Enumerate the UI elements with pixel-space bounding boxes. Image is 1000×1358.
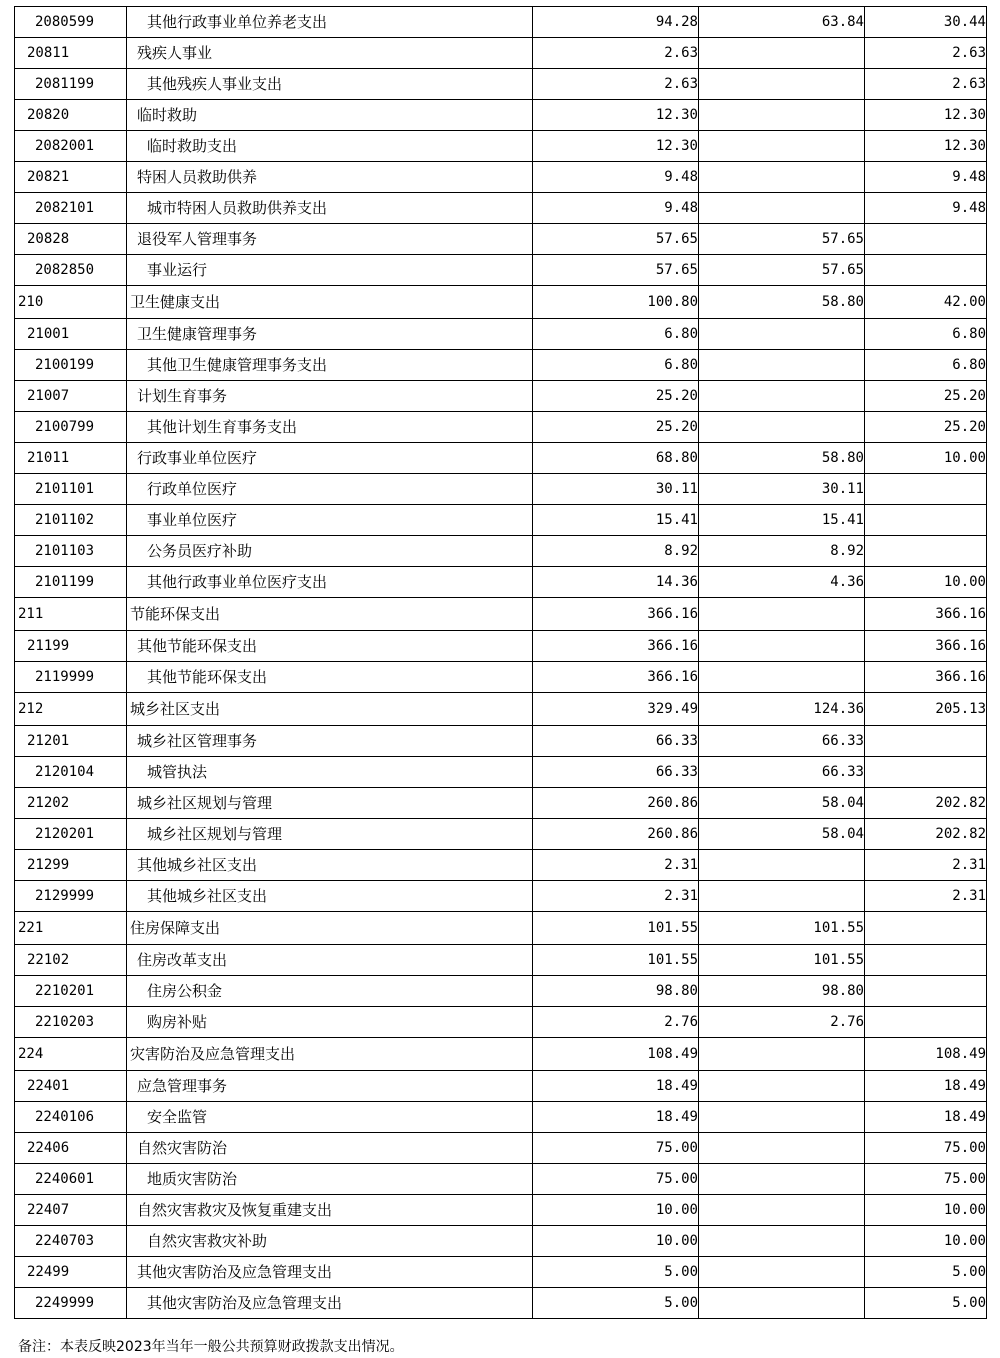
table-row (15, 162, 987, 193)
cell-name: 其他灾害防治及应急管理支出 (127, 1288, 533, 1319)
cell-name: 自然灾害防治 (127, 1133, 533, 1164)
cell-code: 21201 (15, 726, 127, 757)
cell-basic (699, 598, 865, 631)
cell-code: 20821 (15, 162, 127, 193)
budget-expenditure-table (14, 6, 987, 1319)
cell-project (865, 976, 987, 1007)
table-row (15, 726, 987, 757)
cell-project: 9.48 (865, 193, 987, 224)
cell-basic: 58.80 (699, 443, 865, 474)
table-row (15, 350, 987, 381)
table-row (15, 1071, 987, 1102)
cell-project (865, 536, 987, 567)
cell-basic: 2.76 (699, 1007, 865, 1038)
cell-code: 2240106 (15, 1102, 127, 1133)
table-row (15, 255, 987, 286)
table-row (15, 224, 987, 255)
cell-project (865, 912, 987, 945)
table-row (15, 69, 987, 100)
table-row (15, 381, 987, 412)
cell-code: 21011 (15, 443, 127, 474)
cell-total: 18.49 (533, 1102, 699, 1133)
cell-code: 22407 (15, 1195, 127, 1226)
cell-name: 灾害防治及应急管理支出 (127, 1038, 533, 1071)
cell-total: 2.31 (533, 850, 699, 881)
cell-project (865, 945, 987, 976)
cell-name: 退役军人管理事务 (127, 224, 533, 255)
cell-basic (699, 350, 865, 381)
cell-total: 9.48 (533, 162, 699, 193)
cell-total: 75.00 (533, 1133, 699, 1164)
cell-project: 10.00 (865, 1226, 987, 1257)
cell-basic (699, 1226, 865, 1257)
cell-total: 25.20 (533, 412, 699, 443)
cell-code: 211 (15, 598, 127, 631)
cell-basic: 8.92 (699, 536, 865, 567)
cell-basic: 57.65 (699, 255, 865, 286)
cell-code: 21001 (15, 319, 127, 350)
cell-basic (699, 631, 865, 662)
cell-code: 2101199 (15, 567, 127, 598)
cell-total: 98.80 (533, 976, 699, 1007)
cell-code: 2100199 (15, 350, 127, 381)
cell-project: 2.63 (865, 38, 987, 69)
cell-basic: 58.04 (699, 788, 865, 819)
cell-name: 其他节能环保支出 (127, 631, 533, 662)
footnote: 备注：本表反映2023年当年一般公共预算财政拨款支出情况。 (18, 1339, 404, 1355)
table-row (15, 631, 987, 662)
cell-name: 节能环保支出 (127, 598, 533, 631)
table-row (15, 7, 987, 38)
cell-name: 卫生健康支出 (127, 286, 533, 319)
cell-code: 2101103 (15, 536, 127, 567)
cell-project: 10.00 (865, 1195, 987, 1226)
cell-total: 94.28 (533, 7, 699, 38)
cell-basic (699, 38, 865, 69)
table-row (15, 598, 987, 631)
cell-code: 21199 (15, 631, 127, 662)
cell-total: 2.63 (533, 38, 699, 69)
table-row (15, 505, 987, 536)
cell-name: 购房补贴 (127, 1007, 533, 1038)
cell-name: 事业运行 (127, 255, 533, 286)
cell-code: 2081199 (15, 69, 127, 100)
table-row (15, 1226, 987, 1257)
cell-name: 其他节能环保支出 (127, 662, 533, 693)
cell-code: 2240601 (15, 1164, 127, 1195)
table-row (15, 850, 987, 881)
table-row (15, 819, 987, 850)
cell-project: 366.16 (865, 598, 987, 631)
table-row (15, 912, 987, 945)
cell-basic: 57.65 (699, 224, 865, 255)
cell-name: 行政单位医疗 (127, 474, 533, 505)
cell-name: 住房保障支出 (127, 912, 533, 945)
table-row (15, 1195, 987, 1226)
table-row (15, 662, 987, 693)
cell-total: 366.16 (533, 598, 699, 631)
cell-project: 75.00 (865, 1133, 987, 1164)
cell-project: 5.00 (865, 1288, 987, 1319)
cell-basic: 4.36 (699, 567, 865, 598)
cell-name: 临时救助支出 (127, 131, 533, 162)
table-row (15, 567, 987, 598)
cell-project: 25.20 (865, 381, 987, 412)
cell-basic (699, 1257, 865, 1288)
cell-code: 210 (15, 286, 127, 319)
cell-project: 5.00 (865, 1257, 987, 1288)
cell-basic (699, 100, 865, 131)
cell-total: 68.80 (533, 443, 699, 474)
cell-code: 20828 (15, 224, 127, 255)
table-row (15, 788, 987, 819)
cell-code: 2080599 (15, 7, 127, 38)
cell-name: 应急管理事务 (127, 1071, 533, 1102)
cell-name: 特困人员救助供养 (127, 162, 533, 193)
cell-code: 22401 (15, 1071, 127, 1102)
table-row (15, 1007, 987, 1038)
cell-total: 14.36 (533, 567, 699, 598)
table-row (15, 536, 987, 567)
cell-project: 202.82 (865, 788, 987, 819)
cell-total: 57.65 (533, 255, 699, 286)
cell-name: 事业单位医疗 (127, 505, 533, 536)
cell-total: 101.55 (533, 912, 699, 945)
cell-project: 202.82 (865, 819, 987, 850)
cell-basic (699, 1071, 865, 1102)
cell-project: 10.00 (865, 443, 987, 474)
cell-total: 12.30 (533, 100, 699, 131)
cell-name: 城市特困人员救助供养支出 (127, 193, 533, 224)
cell-basic: 98.80 (699, 976, 865, 1007)
cell-project: 366.16 (865, 631, 987, 662)
cell-basic (699, 412, 865, 443)
cell-basic: 30.11 (699, 474, 865, 505)
cell-project (865, 505, 987, 536)
cell-basic: 124.36 (699, 693, 865, 726)
cell-name: 安全监管 (127, 1102, 533, 1133)
cell-code: 22499 (15, 1257, 127, 1288)
cell-total: 10.00 (533, 1226, 699, 1257)
cell-basic (699, 1195, 865, 1226)
cell-code: 2240703 (15, 1226, 127, 1257)
cell-basic (699, 381, 865, 412)
cell-name: 城乡社区规划与管理 (127, 788, 533, 819)
cell-project (865, 474, 987, 505)
table-row (15, 131, 987, 162)
table-row (15, 881, 987, 912)
cell-total: 5.00 (533, 1257, 699, 1288)
cell-total: 260.86 (533, 788, 699, 819)
cell-name: 住房公积金 (127, 976, 533, 1007)
cell-total: 66.33 (533, 757, 699, 788)
cell-name: 临时救助 (127, 100, 533, 131)
cell-total: 101.55 (533, 945, 699, 976)
cell-project (865, 757, 987, 788)
cell-code: 2082101 (15, 193, 127, 224)
cell-basic (699, 69, 865, 100)
cell-total: 9.48 (533, 193, 699, 224)
cell-project: 205.13 (865, 693, 987, 726)
table-row (15, 319, 987, 350)
cell-code: 2210201 (15, 976, 127, 1007)
cell-basic (699, 1164, 865, 1195)
table-row (15, 1257, 987, 1288)
cell-name: 城乡社区支出 (127, 693, 533, 726)
cell-code: 2119999 (15, 662, 127, 693)
cell-basic: 101.55 (699, 945, 865, 976)
table-row (15, 443, 987, 474)
cell-code: 2101101 (15, 474, 127, 505)
cell-total: 2.31 (533, 881, 699, 912)
cell-name: 其他卫生健康管理事务支出 (127, 350, 533, 381)
cell-code: 2249999 (15, 1288, 127, 1319)
cell-total: 2.63 (533, 69, 699, 100)
cell-name: 计划生育事务 (127, 381, 533, 412)
cell-basic (699, 1133, 865, 1164)
cell-project: 12.30 (865, 131, 987, 162)
table-row (15, 474, 987, 505)
cell-code: 224 (15, 1038, 127, 1071)
cell-project: 18.49 (865, 1071, 987, 1102)
cell-total: 15.41 (533, 505, 699, 536)
table-row (15, 1288, 987, 1319)
cell-name: 其他城乡社区支出 (127, 850, 533, 881)
cell-code: 2120201 (15, 819, 127, 850)
table-row (15, 1038, 987, 1071)
cell-code: 2210203 (15, 1007, 127, 1038)
cell-code: 20820 (15, 100, 127, 131)
cell-project: 108.49 (865, 1038, 987, 1071)
cell-project: 2.31 (865, 850, 987, 881)
cell-basic (699, 662, 865, 693)
cell-basic (699, 319, 865, 350)
table-row (15, 945, 987, 976)
cell-project (865, 224, 987, 255)
cell-basic: 101.55 (699, 912, 865, 945)
cell-basic: 63.84 (699, 7, 865, 38)
cell-name: 其他残疾人事业支出 (127, 69, 533, 100)
cell-project (865, 726, 987, 757)
cell-name: 城乡社区管理事务 (127, 726, 533, 757)
cell-name: 住房改革支出 (127, 945, 533, 976)
cell-basic: 66.33 (699, 726, 865, 757)
cell-basic (699, 1038, 865, 1071)
cell-total: 366.16 (533, 662, 699, 693)
cell-total: 108.49 (533, 1038, 699, 1071)
cell-basic (699, 850, 865, 881)
cell-basic: 58.80 (699, 286, 865, 319)
table-row (15, 100, 987, 131)
cell-code: 22406 (15, 1133, 127, 1164)
cell-code: 21299 (15, 850, 127, 881)
cell-basic (699, 193, 865, 224)
cell-name: 自然灾害救灾补助 (127, 1226, 533, 1257)
cell-total: 100.80 (533, 286, 699, 319)
table-row (15, 286, 987, 319)
cell-name: 城管执法 (127, 757, 533, 788)
cell-project: 2.31 (865, 881, 987, 912)
cell-project: 9.48 (865, 162, 987, 193)
cell-code: 21202 (15, 788, 127, 819)
cell-project: 6.80 (865, 350, 987, 381)
table-row (15, 38, 987, 69)
cell-name: 行政事业单位医疗 (127, 443, 533, 474)
cell-code: 221 (15, 912, 127, 945)
cell-total: 18.49 (533, 1071, 699, 1102)
cell-name: 其他灾害防治及应急管理支出 (127, 1257, 533, 1288)
cell-total: 30.11 (533, 474, 699, 505)
cell-code: 2100799 (15, 412, 127, 443)
table-row (15, 976, 987, 1007)
cell-code: 21007 (15, 381, 127, 412)
cell-total: 12.30 (533, 131, 699, 162)
cell-basic (699, 131, 865, 162)
cell-total: 75.00 (533, 1164, 699, 1195)
cell-code: 2129999 (15, 881, 127, 912)
cell-project: 12.30 (865, 100, 987, 131)
table-row (15, 1102, 987, 1133)
cell-code: 212 (15, 693, 127, 726)
table-row (15, 193, 987, 224)
cell-total: 10.00 (533, 1195, 699, 1226)
table-row (15, 757, 987, 788)
cell-name: 自然灾害救灾及恢复重建支出 (127, 1195, 533, 1226)
cell-total: 260.86 (533, 819, 699, 850)
cell-name: 其他城乡社区支出 (127, 881, 533, 912)
budget-table-sheet (14, 6, 986, 1319)
cell-total: 6.80 (533, 319, 699, 350)
cell-name: 地质灾害防治 (127, 1164, 533, 1195)
cell-project: 25.20 (865, 412, 987, 443)
table-row (15, 412, 987, 443)
cell-total: 25.20 (533, 381, 699, 412)
cell-code: 2101102 (15, 505, 127, 536)
cell-total: 2.76 (533, 1007, 699, 1038)
table-row (15, 1133, 987, 1164)
cell-name: 城乡社区规划与管理 (127, 819, 533, 850)
cell-code: 20811 (15, 38, 127, 69)
cell-basic (699, 1102, 865, 1133)
cell-total: 329.49 (533, 693, 699, 726)
cell-project: 30.44 (865, 7, 987, 38)
cell-project: 366.16 (865, 662, 987, 693)
cell-total: 66.33 (533, 726, 699, 757)
cell-project: 18.49 (865, 1102, 987, 1133)
table-row (15, 1164, 987, 1195)
cell-code: 22102 (15, 945, 127, 976)
cell-code: 2082850 (15, 255, 127, 286)
cell-total: 57.65 (533, 224, 699, 255)
cell-basic: 15.41 (699, 505, 865, 536)
table-row (15, 693, 987, 726)
cell-name: 残疾人事业 (127, 38, 533, 69)
cell-project: 10.00 (865, 567, 987, 598)
cell-project: 2.63 (865, 69, 987, 100)
cell-basic (699, 881, 865, 912)
cell-total: 5.00 (533, 1288, 699, 1319)
cell-name: 其他计划生育事务支出 (127, 412, 533, 443)
cell-basic (699, 1288, 865, 1319)
cell-project: 75.00 (865, 1164, 987, 1195)
cell-total: 366.16 (533, 631, 699, 662)
cell-name: 其他行政事业单位医疗支出 (127, 567, 533, 598)
cell-total: 6.80 (533, 350, 699, 381)
table-body (15, 7, 987, 1319)
cell-name: 卫生健康管理事务 (127, 319, 533, 350)
cell-name: 其他行政事业单位养老支出 (127, 7, 533, 38)
cell-total: 8.92 (533, 536, 699, 567)
cell-project: 42.00 (865, 286, 987, 319)
cell-code: 2082001 (15, 131, 127, 162)
cell-basic: 66.33 (699, 757, 865, 788)
cell-code: 2120104 (15, 757, 127, 788)
cell-project (865, 255, 987, 286)
cell-basic: 58.04 (699, 819, 865, 850)
cell-project (865, 1007, 987, 1038)
cell-project: 6.80 (865, 319, 987, 350)
cell-name: 公务员医疗补助 (127, 536, 533, 567)
cell-basic (699, 162, 865, 193)
